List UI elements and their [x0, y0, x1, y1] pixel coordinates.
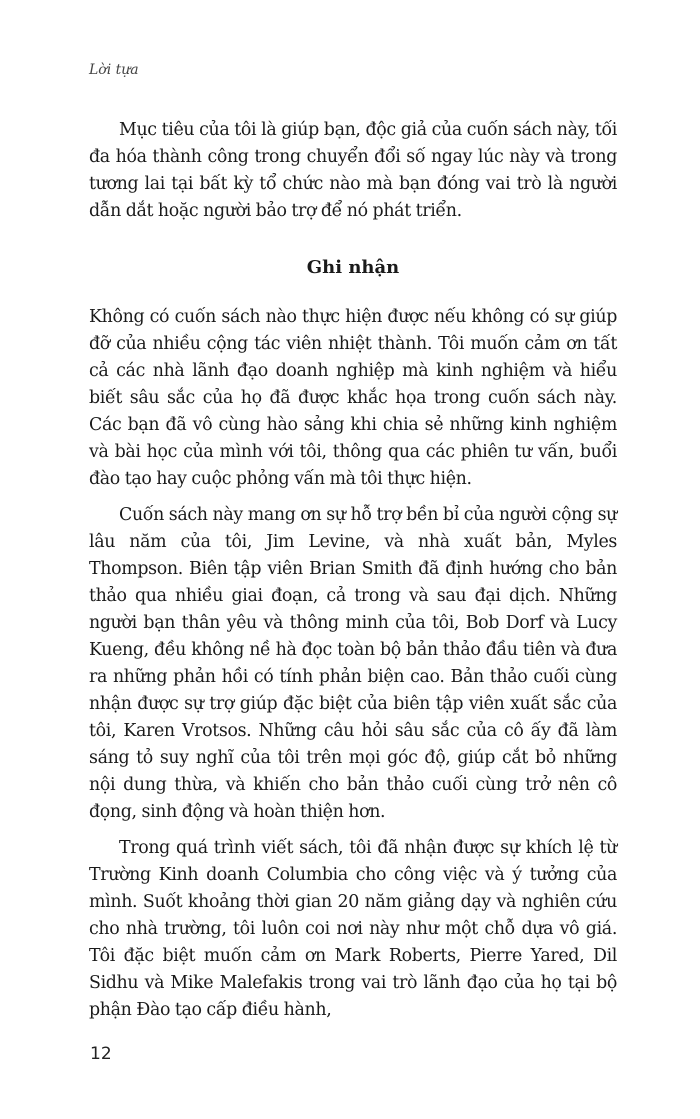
section-heading: Ghi nhận [306, 257, 400, 278]
paragraph: Không có cuốn sách nào thực hiện được nếu không có sự giúp đỡ của nhiều cộng tác viên nhiệt thành. Tôi muốn cảm ơn tất cả các nhà lãnh đạo doanh nghiệp mà kinh nghiệm và hiểu biết sâu sắc của họ đã được khắc họa trong cuốn sách này. Các bạn đã vô cùng hào sảng khi chia sẻ những kinh nghiệm và bài học của mình với tôi, thông qua các phiên tư vấn, buổi đào tạo hay cuộc phỏng vấn mà tôi thực hiện. [89, 307, 617, 489]
running-head: Lời tựa [89, 62, 139, 78]
intro-paragraph: Mục tiêu của tôi là giúp bạn, độc giả của cuốn sách này, tối đa hóa thành công trong chuyển đổi số ngay lúc này và trong tương lai tại bất kỳ tổ chức nào mà bạn đóng vai trò là người dẫn dắt hoặc người bảo trợ để nó phát triển. [89, 120, 617, 221]
section-body [89, 304, 617, 1024]
page-number: 12 [90, 1044, 112, 1064]
intro-text-block [89, 117, 617, 225]
paragraph: Trong quá trình viết sách, tôi đã nhận được sự khích lệ từ Trường Kinh doanh Columbia cho công việc và ý tưởng của mình. Suốt khoảng thời gian 20 năm giảng dạy và nghiên cứu cho nhà trường, tôi luôn coi nơi này như một chỗ dựa vô giá. Tôi đặc biệt muốn cảm ơn Mark Roberts, Pierre Yared, Dil Sidhu và Mike Malefakis trong vai trò lãnh đạo của họ tại bộ phận Đào tạo cấp điều hành, [89, 838, 617, 1020]
paragraph: Cuốn sách này mang ơn sự hỗ trợ bền bỉ của người cộng sự lâu năm của tôi, Jim Levine, và nhà xuất bản, Myles Thompson. Biên tập viên Brian Smith đã định hướng cho bản thảo qua nhiều giai đoạn, cả trong và sau đại dịch. Những người bạn thân yêu và thông minh của tôi, Bob Dorf và Lucy Kueng, đều không nề hà đọc toàn bộ bản thảo đầu tiên và đưa ra những phản hồi có tính phản biện cao. Bản thảo cuối cùng nhận được sự trợ giúp đặc biệt của biên tập viên xuất sắc của tôi, Karen Vrotsos. Những câu hỏi sâu sắc của cô ấy đã làm sáng tỏ suy nghĩ của tôi trên mọi góc độ, giúp cắt bỏ những nội dung thừa, và khiến cho bản thảo cuối cùng trở nên cô đọng, sinh động và hoàn thiện hơn. [89, 505, 617, 822]
